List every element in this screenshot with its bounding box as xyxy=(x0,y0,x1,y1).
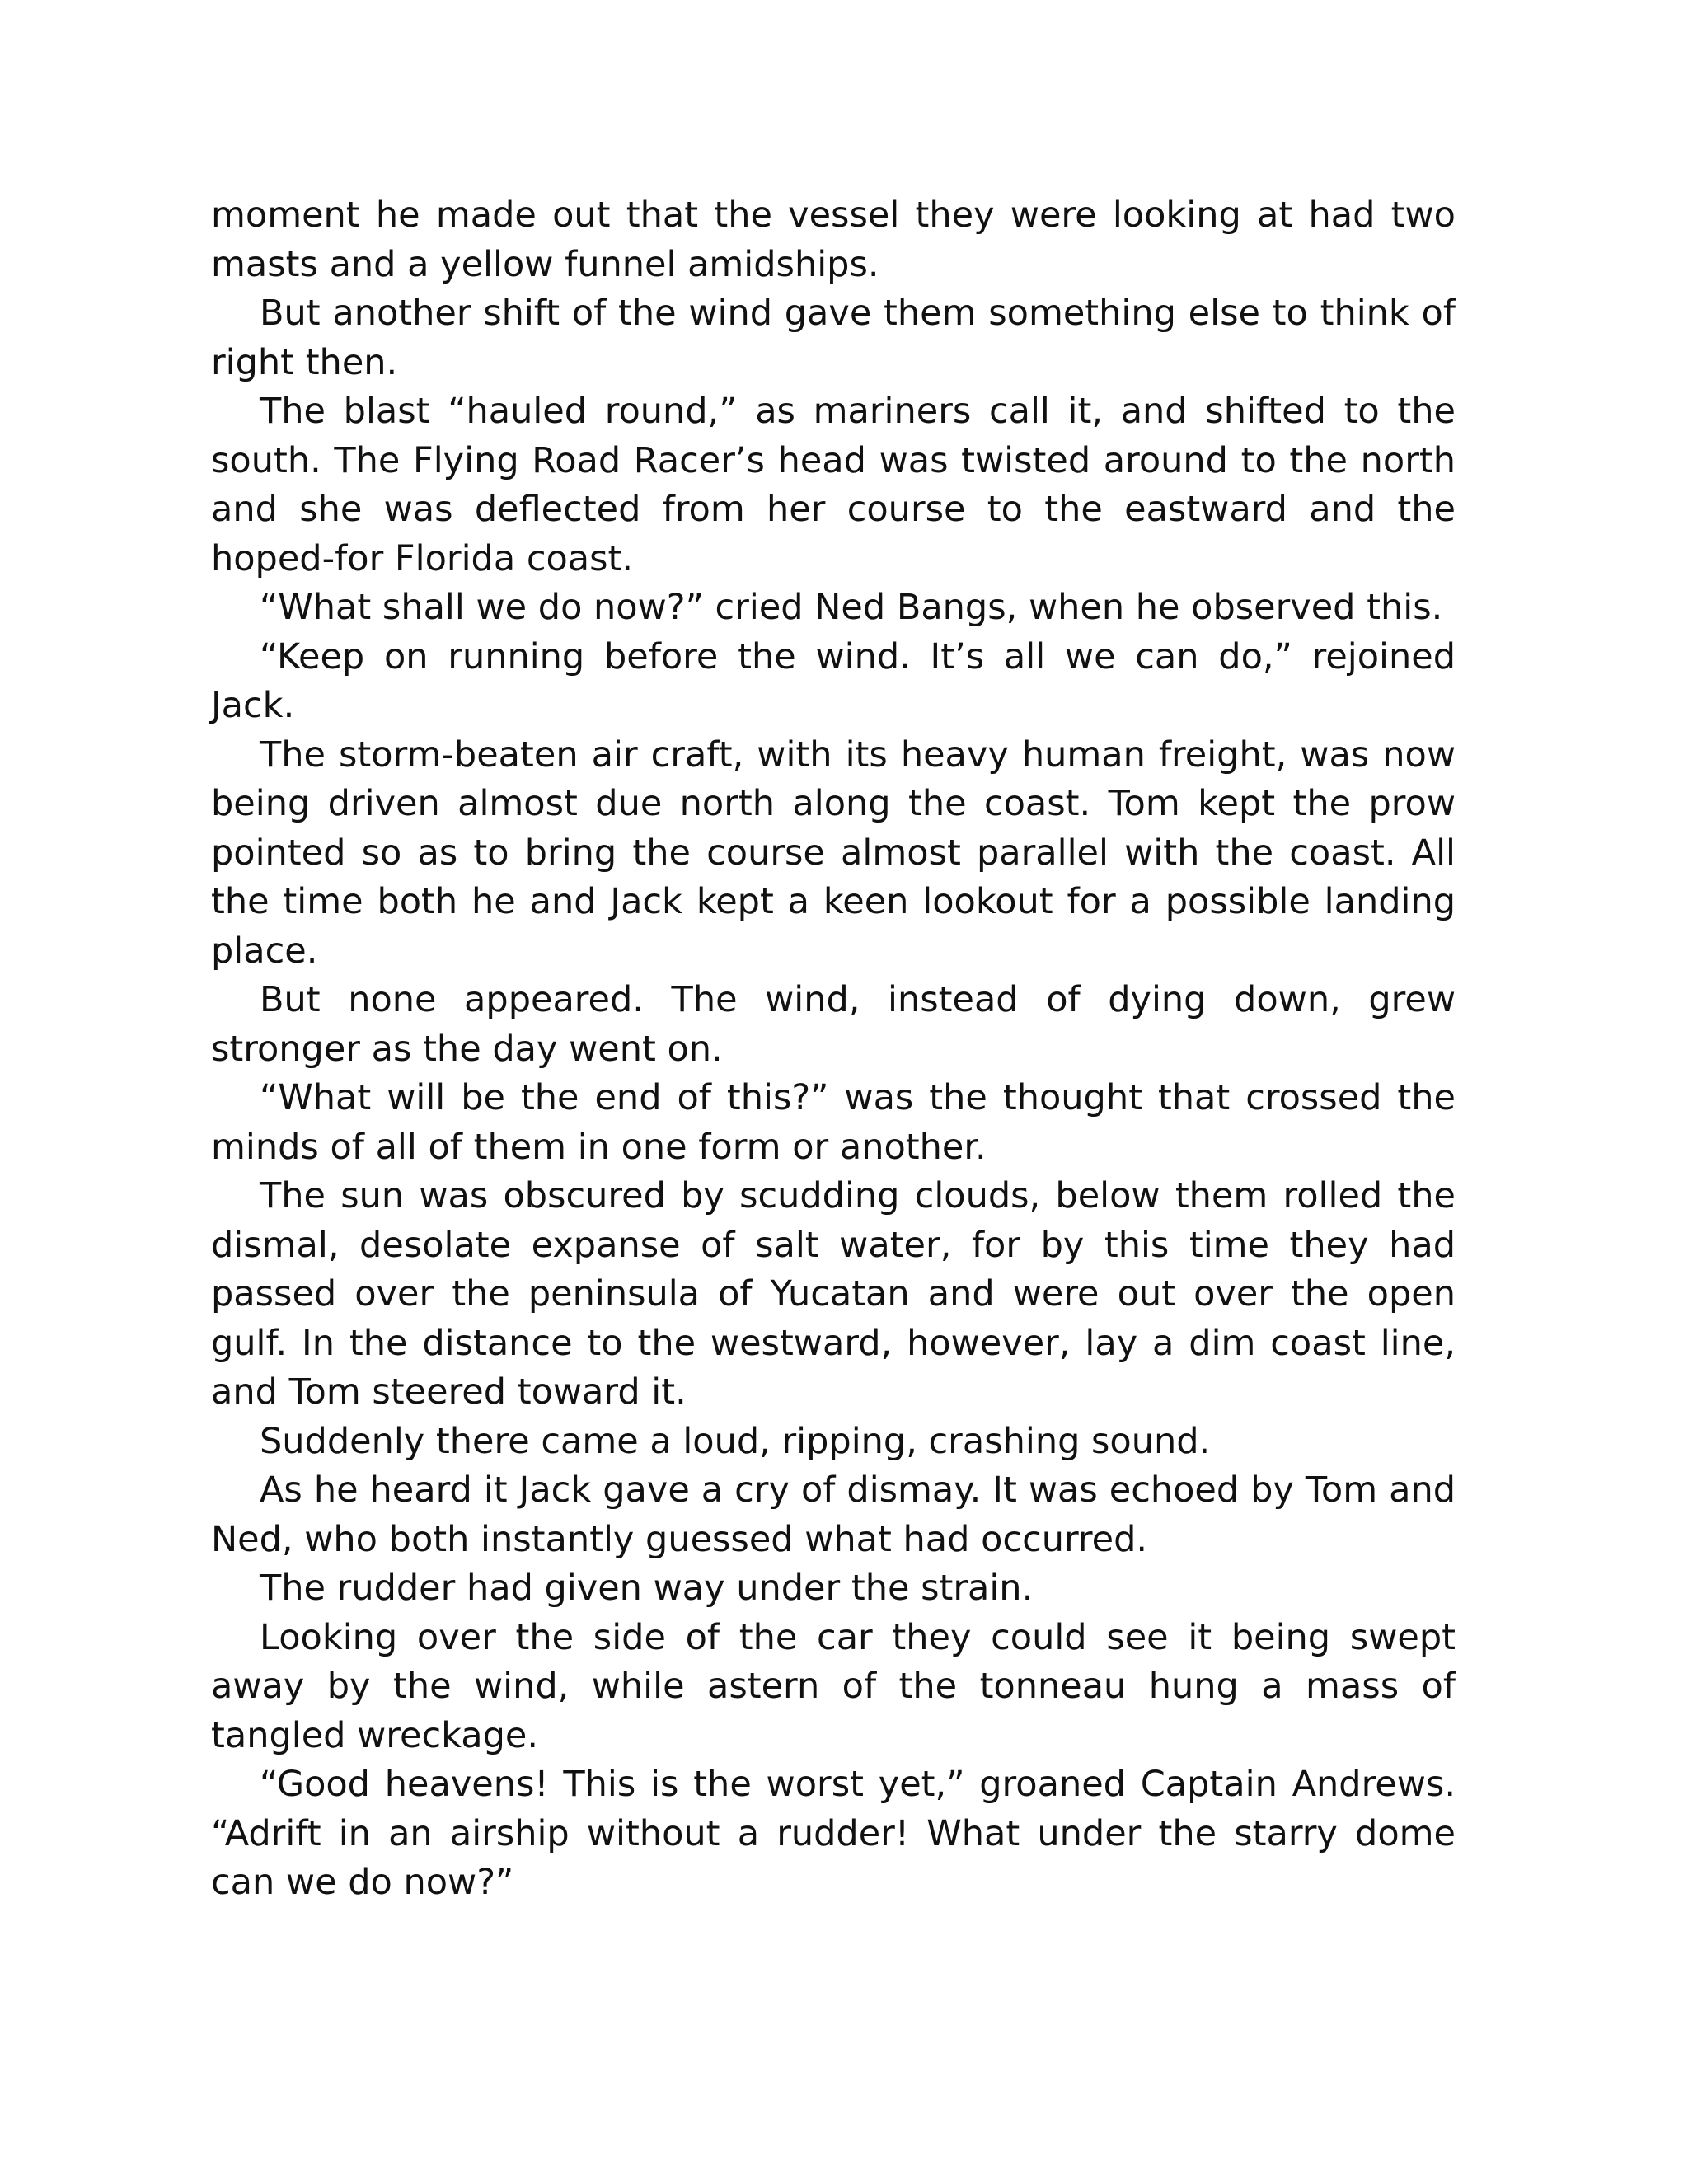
paragraph-1: moment he made out that the vessel they were looking at had two masts and a yellow funnel amidships. xyxy=(211,194,1456,285)
book-page-text xyxy=(211,191,1456,1908)
paragraph-11: As he heard it Jack gave a cry of dismay. It was echoed by Tom and Ned, who both instantly guessed what had occurred. xyxy=(211,1469,1456,1560)
paragraph-9: The sun was obscured by scudding clouds, below them rolled the dismal, desolate expanse of salt water, for by this time they had passed over the peninsula of Yucatan and were out over the open gulf. In the distance to the westward, however, lay a dim coast line, and Tom steered toward it. xyxy=(211,1175,1456,1413)
paragraph-12: The rudder had given way under the strain. xyxy=(260,1568,1034,1609)
paragraph-5: “Keep on running before the wind. It’s all we can do,” rejoined Jack. xyxy=(211,635,1456,726)
paragraph-13: Looking over the side of the car they could see it being swept away by the wind, while astern of the tonneau hung a mass of tangled wreckage. xyxy=(211,1616,1456,1756)
paragraph-14: “Good heavens! This is the worst yet,” groaned Captain Andrews. “Adrift in an airship without a rudder! What under the starry dome can we do now?” xyxy=(211,1764,1456,1903)
paragraph-4: “What shall we do now?” cried Ned Bangs, when he observed this. xyxy=(260,587,1443,628)
paragraph-6: The storm-beaten air craft, with its heavy human freight, was now being driven almost due north along the coast. Tom kept the prow pointed so as to bring the course almost parallel with the coast. All the time both he and Jack kept a keen lookout for a possible landing place. xyxy=(211,733,1456,972)
paragraph-3: The blast “hauled round,” as mariners call it, and shifted to the south. The Flying Road Racer’s head was twisted around to the north and she was deflected from her course to the eastward and the hoped-for Florida coast. xyxy=(211,391,1456,579)
paragraph-2: But another shift of the wind gave them something else to think of right then. xyxy=(211,293,1456,383)
paragraph-8: “What will be the end of this?” was the thought that crossed the minds of all of them in one form or another. xyxy=(211,1077,1456,1168)
paragraph-7: But none appeared. The wind, instead of dying down, grew stronger as the day went on. xyxy=(211,979,1456,1070)
paragraph-10: Suddenly there came a loud, ripping, crashing sound. xyxy=(260,1420,1211,1462)
